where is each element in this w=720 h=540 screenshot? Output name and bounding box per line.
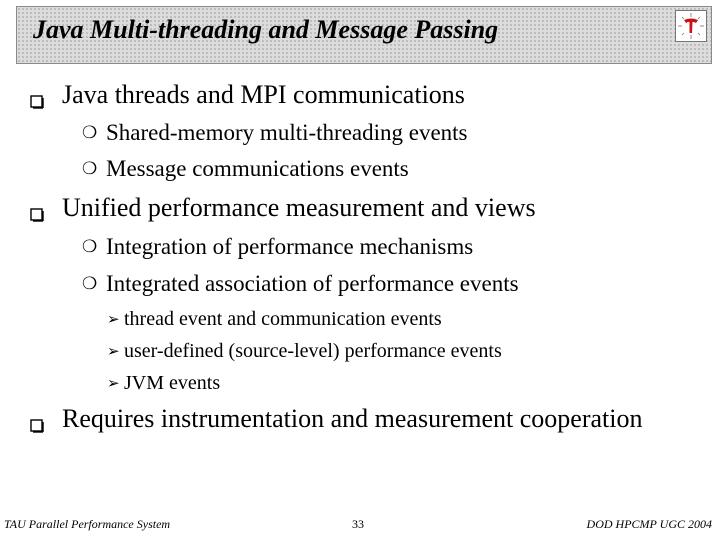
square-bullet-icon — [30, 199, 44, 229]
square-bullet-icon — [30, 410, 44, 440]
circle-bullet-icon: ❍ — [82, 274, 98, 294]
subsub-bullet-text: JVM events — [124, 372, 221, 394]
sub-bullet-text: Shared-memory multi-threading events — [106, 120, 468, 145]
sub-bullet-text: Integrated association of performance events — [106, 271, 519, 296]
bullet-text: Java threads and MPI communications — [62, 80, 465, 109]
subsub-bullet-text: thread event and communication events — [124, 308, 442, 330]
circle-bullet-icon: ❍ — [82, 159, 98, 179]
footer-left: TAU Parallel Performance System — [4, 517, 171, 531]
sub-bullet-text: Message communications events — [106, 156, 409, 181]
slide-title: Java Multi-threading and Message Passing — [33, 15, 499, 44]
subsub-bullet-text: user-defined (source-level) performance events — [124, 340, 502, 362]
arrow-bullet-icon: ➢ — [107, 342, 120, 360]
title-bar — [16, 6, 712, 64]
bullet-text: Requires instrumentation and measurement cooperation — [62, 404, 643, 433]
circle-bullet-icon: ❍ — [82, 123, 98, 143]
footer-right: DOD HPCMP UGC 2004 — [586, 517, 712, 531]
arrow-bullet-icon: ➢ — [107, 374, 120, 392]
arrow-bullet-icon: ➢ — [107, 310, 120, 328]
circle-bullet-icon: ❍ — [82, 237, 98, 257]
sub-bullet-text: Integration of performance mechanisms — [106, 234, 474, 259]
bullet-text: Unified performance measurement and views — [62, 193, 536, 222]
tau-logo-icon — [675, 10, 707, 42]
page-number: 33 — [352, 517, 364, 531]
square-bullet-icon — [30, 86, 44, 116]
